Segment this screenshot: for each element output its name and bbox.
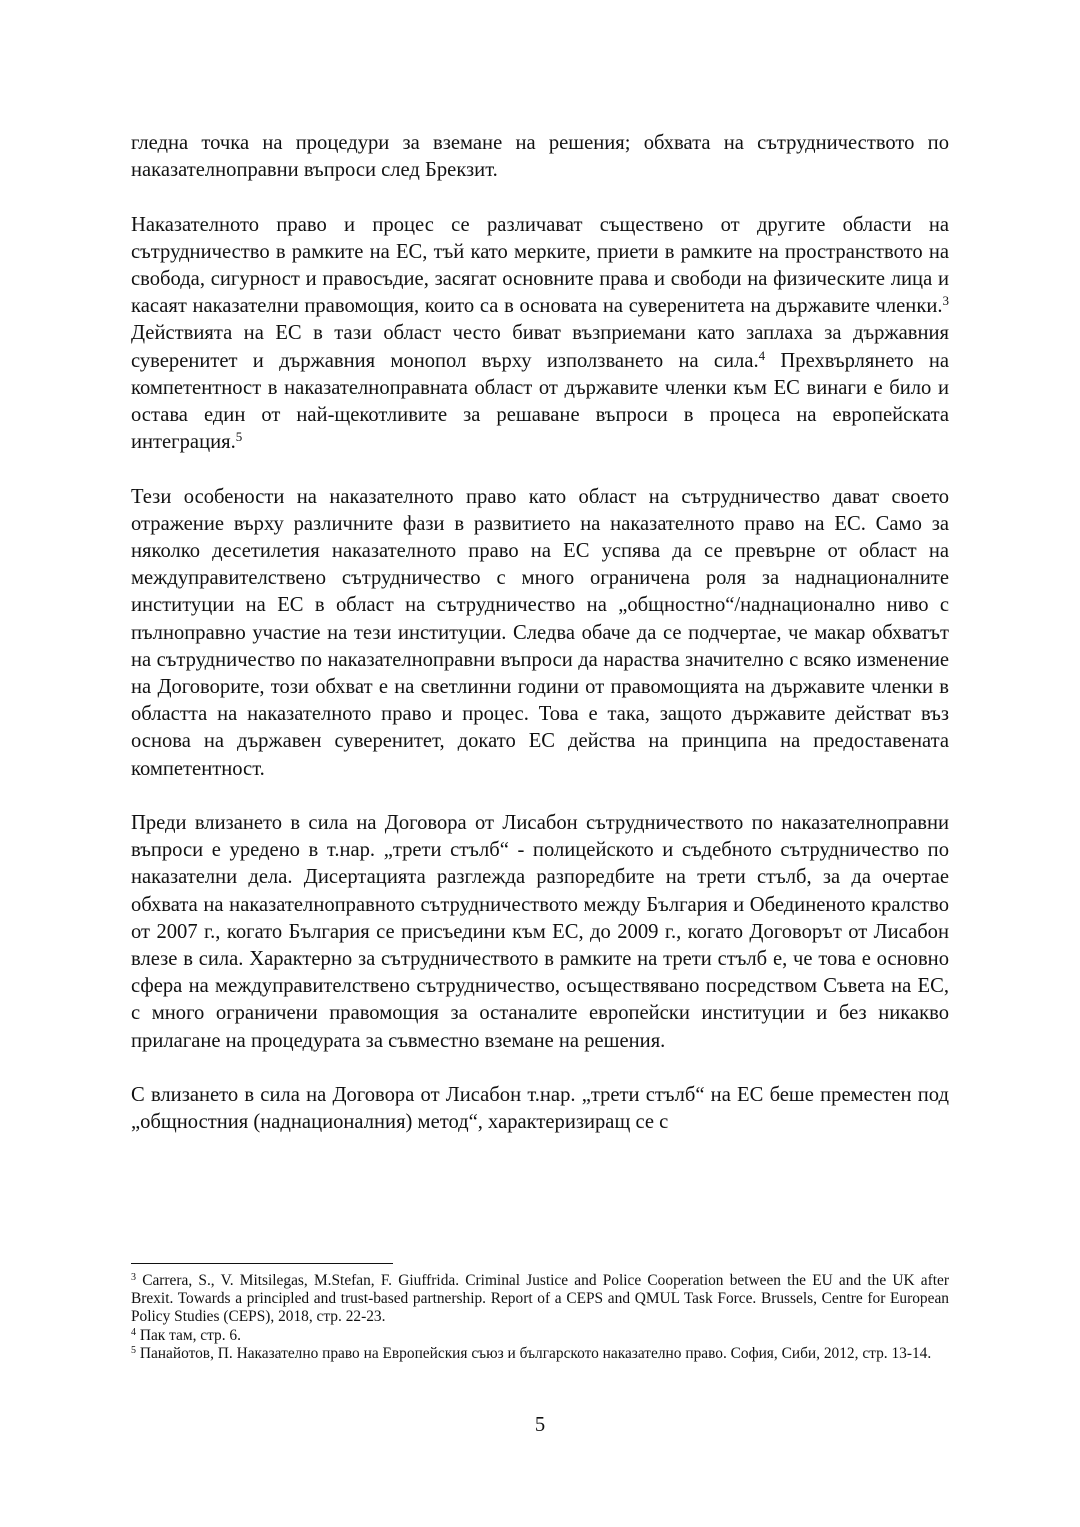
paragraph-2-text-b: Действията на ЕС в тази област често биват възприемани като заплаха за държавния суверенитет и държавния монопол върху използването на сила. (131, 322, 949, 372)
footnote-separator (131, 1263, 393, 1264)
paragraph-5-text: С влизането в сила на Договора от Лисабон т.нар. „трети стълб“ на ЕС беше преместен под „общностния (наднационалния) метод“, характеризиращ се с (131, 1084, 949, 1134)
paragraph-2-text-c: Прехвърлянето на компетентност в наказателноправната област от държавите членки към ЕС винаги е било и остава един от най-щекотливите за решаване въпроси в процеса на европейската интеграция. (131, 349, 949, 454)
document-body (131, 130, 949, 1136)
paragraph-1-text: гледна точка на процедури за вземане на решения; обхвата на сътрудничеството по наказателноправни въпроси след Брекзит. (131, 132, 949, 182)
footnotes (131, 1272, 949, 1363)
footnote-ref-5[interactable]: 5 (235, 429, 243, 445)
page-number: 5 (534, 1414, 546, 1436)
paragraph-3 (131, 484, 949, 783)
paragraph-2-text-a: Наказателното право и процес се различават съществено от другите области на сътрудничество в рамките на ЕС, тъй като мерките, приети в рамките на пространството на свобода, сигурност и правосъдие, засягат основните права и свободи на физическите лица и касаят наказателни правомощия, които са в основата на суверенитета на държавите членки. (131, 213, 949, 318)
footnote-ref-4[interactable]: 4 (758, 347, 766, 363)
footnote-4 (131, 1327, 949, 1345)
footnote-number-3: 3 (131, 1272, 136, 1283)
paragraph-4-text: Преди влизането в сила на Договора от Лисабон сътрудничеството по наказателноправни въпроси е уредено в т.нар. „трети стълб“ - полицейското и съдебното сътрудничество по наказателни дела. Дисертацията разглежда разпоредбите на трети стълб, за да очертае обхвата на наказателноправното сътрудничеството между България и Обединеното кралство от 2007 г., когато България се присъедини към ЕС, до 2009 г., когато Договорът от Лисабон влезе в сила. Характерно за сътрудничеството в рамките на трети стълб е, че това е основно сфера на междуправителствено сътрудничество, осъществявано посредством Съвета на ЕС, с много ограничени правомощия за останалите европейски институции и без никакво прилагане на процедурата за съвместно вземане на решения. (131, 812, 949, 1052)
footnote-4-text: Пак там, стр. 6. (136, 1326, 241, 1344)
footnote-3 (131, 1272, 949, 1327)
footnote-number-4: 4 (131, 1326, 136, 1338)
footnote-5 (131, 1345, 949, 1363)
footnote-ref-3[interactable]: 3 (942, 293, 949, 309)
paragraph-1 (131, 130, 949, 184)
paragraph-2 (131, 212, 949, 457)
paragraph-4 (131, 810, 949, 1055)
paragraph-5 (131, 1082, 949, 1136)
footnote-5-text: Панайотов, П. Наказателно право на Европейския съюз и българското наказателно право. София, Сиби, 2012, стр. 13-14. (136, 1344, 932, 1362)
footnote-number-5: 5 (131, 1344, 136, 1356)
paragraph-3-text: Тези особености на наказателното право като област на сътрудничество дават своето отражение върху различните фази в развитието на наказателното право на ЕС. Само за няколко десетилетия наказателното право на ЕС успява да се превърне от област на междуправителствено сътрудничество с много ограничена роля за наднационалните институции на ЕС в област на сътрудничество на „общностно“/наднационално ниво с пълноправно участие на тези институции. Следва обаче да се подчертае, че макар обхватът на сътрудничество по наказателноправни въпроси да нараства значително с всяко изменение на Договорите, този обхват е на светлинни години от правомощията на държавите членки в областта на наказателното право и процес. Това е така, защото държавите действат въз основа на държавен суверенитет, докато ЕС действа на принципа на предоставената компетентност. (131, 485, 949, 780)
footnote-3-text: Carrera, S., V. Mitsilegas, M.Stefan, F. Giuffrida. Criminal Justice and Police Cooperation between the EU and the UK after Brexit. Towards a principled and trust-based partnership. Report of a CEPS and QMUL Task Force. Brussels, Centre for European Policy Studies (CEPS), 2018, стр. 22-23. (131, 1272, 949, 1326)
